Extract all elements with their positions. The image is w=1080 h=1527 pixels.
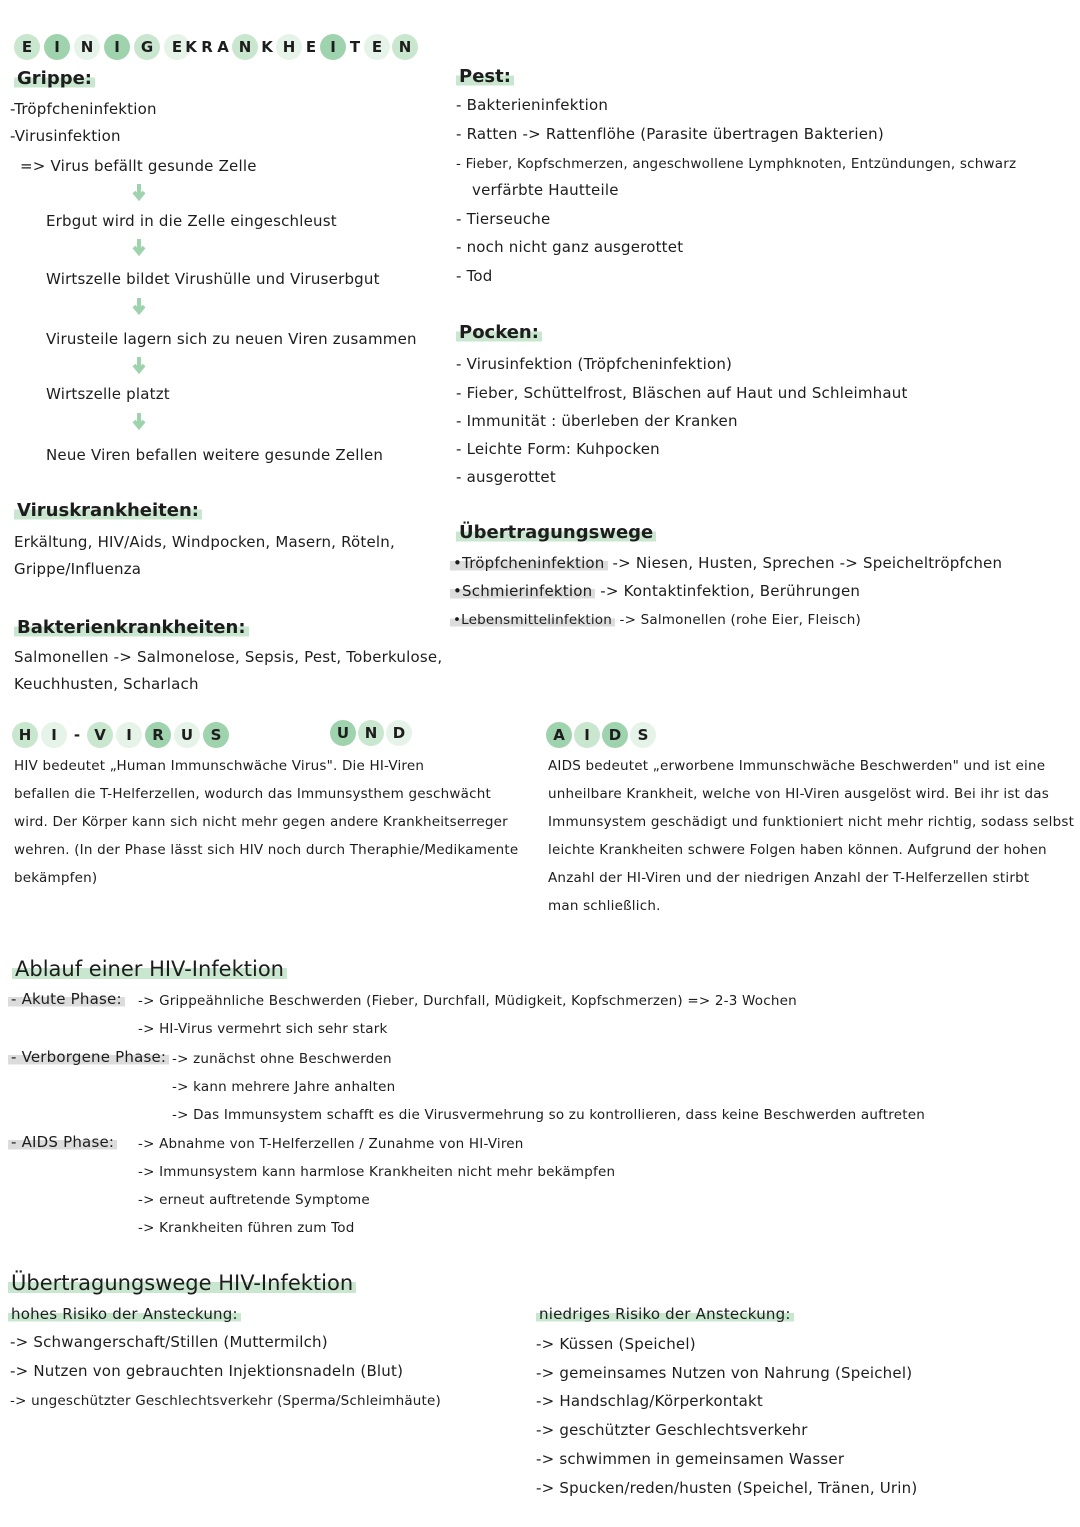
title-letter: D — [386, 720, 412, 746]
down-arrow-icon — [132, 238, 146, 260]
phase-line: -> zunächst ohne Beschwerden — [172, 1051, 392, 1067]
pest-line: - Ratten -> Rattenflöhe (Parasite übertragen Bakterien) — [456, 125, 884, 143]
hiv-line: bekämpfen) — [14, 870, 98, 886]
pocken-line: - Fieber, Schüttelfrost, Bläschen auf Haut und Schleimhaut — [456, 384, 908, 402]
hiv-line: wehren. (In der Phase lässt sich HIV noch durch Theraphie/Medikamente — [14, 842, 519, 858]
title-letter: K — [185, 38, 197, 56]
title-letter: A — [217, 38, 229, 56]
grippe-step: Virusteile lagern sich zu neuen Viren zusammen — [46, 330, 417, 348]
pocken-line: - ausgerottet — [456, 468, 556, 486]
grippe-step: Wirtszelle platzt — [46, 385, 170, 403]
title-letter: U — [330, 720, 356, 746]
down-arrow-icon — [132, 412, 146, 434]
title-letter: N — [232, 34, 258, 60]
title-letter: H — [12, 722, 38, 748]
aids-line: AIDS bedeutet „erworbene Immunschwäche Beschwerden" und ist eine — [548, 758, 1046, 774]
title-letter: K — [261, 38, 273, 56]
title-letter: H — [276, 34, 302, 60]
pest-line: - Bakterieninfektion — [456, 96, 609, 114]
title-letter: R — [201, 38, 213, 56]
hiv-description — [14, 757, 534, 888]
down-arrow-icon — [132, 356, 146, 378]
title-letter: N — [74, 34, 100, 60]
viruskrankheiten-line: Grippe/Influenza — [14, 560, 142, 578]
title-letter: A — [546, 722, 572, 748]
title-letter: R — [145, 722, 171, 748]
pest-line: - Fieber, Kopfschmerzen, angeschwollene Lymphknoten, Entzündungen, schwarz — [456, 156, 1017, 172]
phase-line: -> Grippeähnliche Beschwerden (Fieber, Durchfall, Müdigkeit, Kopfschmerzen) => 2-3 Wochen — [138, 993, 797, 1009]
title-letter: S — [203, 722, 229, 748]
title-hi-virus — [12, 722, 229, 748]
phase-line: -> Immunsystem kann harmlose Krankheiten nicht mehr bekämpfen — [138, 1164, 616, 1180]
pest-line: - Tod — [456, 267, 493, 285]
title-letter: V — [87, 722, 113, 748]
grippe-step: Neue Viren befallen weitere gesunde Zellen — [46, 446, 384, 464]
viruskrankheiten-heading: Viruskrankheiten: — [14, 500, 202, 522]
title-letter: E — [14, 34, 40, 60]
title-letter: I — [574, 722, 600, 748]
uebertragungsweg-row: •Schmierinfektion -> Kontaktinfektion, Berührungen — [450, 582, 860, 601]
niedrig-line: -> schwimmen in gemeinsamen Wasser — [536, 1450, 845, 1468]
title-aids — [546, 722, 656, 748]
title-letter: E — [305, 38, 317, 56]
hiv-uebertragung-heading: Übertragungswege HIV-Infektion — [8, 1272, 356, 1294]
niedrig-line: -> Handschlag/Körperkontakt — [536, 1392, 763, 1410]
hiv-line: befallen die T-Helferzellen, wodurch das Immunsysthem geschwächt — [14, 786, 491, 802]
uebertragungswege-heading: Übertragungswege — [456, 522, 656, 544]
aids-line: unheilbare Krankheit, welche von HI-Viren ausgelöst wird. Bei ihr ist das — [548, 786, 1050, 802]
hoch-heading: hohes Risiko der Ansteckung: — [8, 1305, 241, 1324]
phase-name: - Akute Phase: — [8, 990, 125, 1009]
hiv-line: HIV bedeutet „Human Immunschwäche Virus". Die HI-Viren — [14, 758, 425, 774]
pocken-line: - Virusinfektion (Tröpfcheninfektion) — [456, 355, 733, 373]
pest-heading: Pest: — [456, 66, 514, 88]
grippe-heading: Grippe: — [14, 68, 95, 90]
hoch-line: -> Schwangerschaft/Stillen (Muttermilch) — [10, 1333, 328, 1351]
title-letter: E — [364, 34, 390, 60]
phase-line: -> Krankheiten führen zum Tod — [138, 1220, 355, 1236]
grippe-item: -Virusinfektion — [10, 127, 121, 145]
niedrig-heading: niedriges Risiko der Ansteckung: — [536, 1305, 794, 1324]
title-letter: I — [320, 34, 346, 60]
phase-line: -> kann mehrere Jahre anhalten — [172, 1079, 396, 1095]
phase-name: - AIDS Phase: — [8, 1133, 117, 1152]
niedrig-line: -> Küssen (Speichel) — [536, 1335, 696, 1353]
title-letter: S — [630, 722, 656, 748]
aids-description — [548, 757, 1075, 916]
hiv-line: wird. Der Körper kann sich nicht mehr gegen andere Krankheitserreger — [14, 814, 508, 830]
aids-line: leichte Krankheiten schwere Folgen haben können. Aufgrund der hohen — [548, 842, 1047, 858]
title-einige — [14, 34, 190, 60]
grippe-step: Wirtszelle bildet Virushülle und Viruserbgut — [46, 270, 380, 288]
aids-line: man schließlich. — [548, 898, 661, 914]
title-letter: I — [41, 722, 67, 748]
niedrig-line: -> gemeinsames Nutzen von Nahrung (Speichel) — [536, 1364, 913, 1382]
grippe-step: Erbgut wird in die Zelle eingeschleust — [46, 212, 337, 230]
title-letter: T — [349, 38, 361, 56]
title-und — [330, 720, 412, 746]
title-letter: I — [44, 34, 70, 60]
bakterienkrankheiten-line: Keuchhusten, Scharlach — [14, 675, 199, 693]
phase-name: - Verborgene Phase: — [8, 1048, 169, 1067]
title-letter: U — [174, 722, 200, 748]
hoch-line: -> ungeschützter Geschlechtsverkehr (Sperma/Schleimhäute) — [10, 1393, 442, 1409]
title-letter: - — [73, 726, 81, 744]
uebertragungsweg-row: •Lebensmittelinfektion -> Salmonellen (rohe Eier, Fleisch) — [450, 611, 861, 630]
title-letter: G — [134, 34, 160, 60]
pocken-line: - Immunität : überleben der Kranken — [456, 412, 738, 430]
phase-line: -> HI-Virus vermehrt sich sehr stark — [138, 1021, 388, 1037]
phase-line: -> Das Immunsystem schafft es die Virusvermehrung so zu kontrollieren, dass keine Beschwerden auftreten — [172, 1107, 926, 1123]
title-letter: E — [164, 34, 190, 60]
niedrig-line: -> geschützter Geschlechtsverkehr — [536, 1421, 808, 1439]
down-arrow-icon — [132, 297, 146, 319]
viruskrankheiten-line: Erkältung, HIV/Aids, Windpocken, Masern, Röteln, — [14, 533, 395, 551]
title-krankheiten — [184, 34, 418, 60]
title-letter: I — [116, 722, 142, 748]
title-letter: N — [392, 34, 418, 60]
grippe-item: => Virus befällt gesunde Zelle — [20, 157, 257, 175]
pocken-line: - Leichte Form: Kuhpocken — [456, 440, 660, 458]
hoch-line: -> Nutzen von gebrauchten Injektionsnadeln (Blut) — [10, 1362, 404, 1380]
title-letter: N — [358, 720, 384, 746]
niedrig-line: -> Spucken/reden/husten (Speichel, Tränen, Urin) — [536, 1479, 918, 1497]
pest-line: verfärbte Hautteile — [472, 181, 619, 199]
ablauf-heading: Ablauf einer HIV-Infektion — [12, 958, 287, 980]
bakterienkrankheiten-heading: Bakterienkrankheiten: — [14, 617, 249, 639]
title-letter: D — [602, 722, 628, 748]
phase-line: -> Abnahme von T-Helferzellen / Zunahme von HI-Viren — [138, 1136, 524, 1152]
aids-line: Anzahl der HI-Viren und der niedrigen Anzahl der T-Helferzellen stirbt — [548, 870, 1030, 886]
aids-line: Immunsystem geschädigt und funktioniert nicht mehr richtig, sodass selbst — [548, 814, 1075, 830]
grippe-item: -Tröpfcheninfektion — [10, 100, 157, 118]
pest-line: - Tierseuche — [456, 210, 551, 228]
bakterienkrankheiten-line: Salmonellen -> Salmonelose, Sepsis, Pest, Toberkulose, — [14, 648, 443, 666]
uebertragungsweg-row: •Tröpfcheninfektion -> Niesen, Husten, Sprechen -> Speicheltröpfchen — [450, 554, 1002, 573]
pest-line: - noch nicht ganz ausgerottet — [456, 238, 684, 256]
title-letter: I — [104, 34, 130, 60]
phase-line: -> erneut auftretende Symptome — [138, 1192, 370, 1208]
down-arrow-icon — [132, 183, 146, 205]
pocken-heading: Pocken: — [456, 322, 542, 344]
